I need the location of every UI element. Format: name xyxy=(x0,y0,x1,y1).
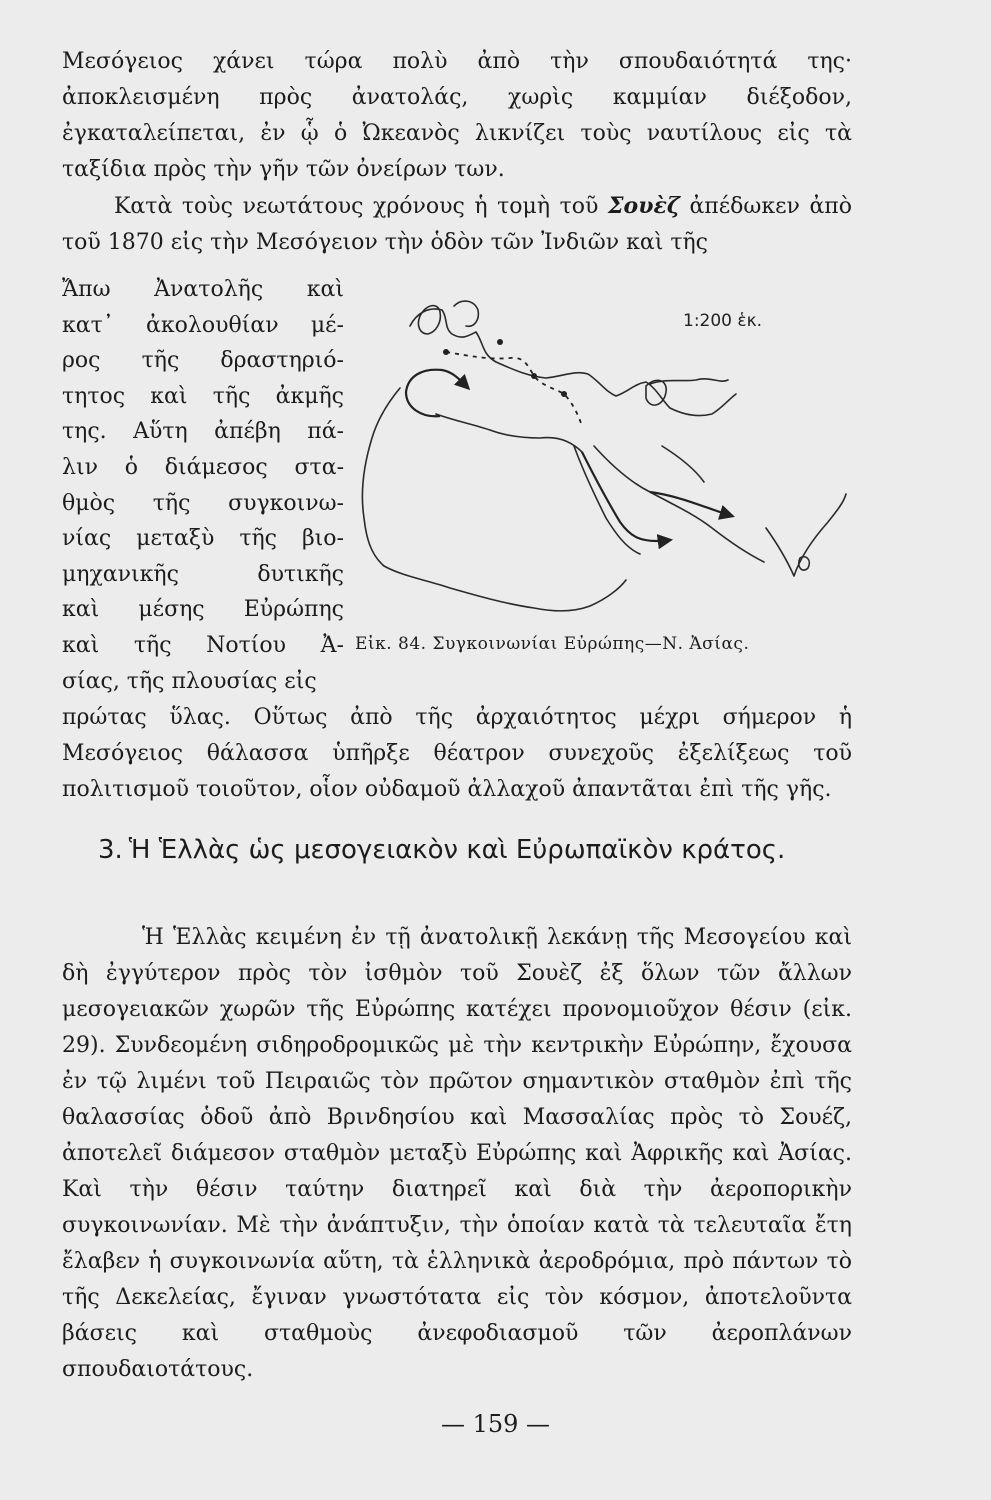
section-title: Ἡ Ἑλλὰς ὡς μεσογειακὸν καὶ Εὐρωπαϊκὸν κράτος. xyxy=(128,835,786,865)
section-heading xyxy=(62,832,852,868)
overland-dashed-route xyxy=(446,352,582,426)
wrapped-line: λιν ὁ διάμεσος στα- xyxy=(62,454,344,480)
africa-coastline xyxy=(362,388,626,611)
wrapped-line: καὶ μέσης Εὐρώπης xyxy=(62,597,344,623)
route-map-figure xyxy=(350,296,850,641)
wrapped-text-column xyxy=(62,272,344,699)
wrapped-line: κατ᾽ ἀκολουθίαν μέ- xyxy=(62,312,344,338)
wrapped-line: καὶ τῆς Νοτίου Ἀ- xyxy=(62,632,344,658)
suez-word: Σουὲζ xyxy=(607,193,680,219)
wrapped-line: Ἄπω Ἀνατολῆς καὶ xyxy=(62,277,344,302)
route-node xyxy=(561,391,567,397)
wrapped-line: ρος τῆς δραστηριό- xyxy=(62,348,344,374)
wrapped-line: νίας μεταξὺ τῆς βιο- xyxy=(62,526,344,552)
wrapped-line: της. Αὕτη ἀπέβη πά- xyxy=(62,419,344,445)
wrapped-line: μηχανικῆς δυτικῆς xyxy=(62,561,344,587)
wrapped-line: τητος καὶ τῆς ἀκμῆς xyxy=(62,383,344,409)
suez-sentence-end: ἀπέδωκεν ἀπὸ τοῦ 1870 εἰς τὴν Μεσόγειον τὴν ὁδὸν τῶν Ἰνδιῶν καὶ τῆς xyxy=(62,194,853,255)
suez-sentence-start: Κατὰ τοὺς νεωτάτους χρόνους ἡ τομὴ τοῦ xyxy=(114,194,599,219)
section-number: 3. xyxy=(98,835,123,865)
arabia-coastline xyxy=(594,446,764,562)
continuation-paragraph: πρώτας ὕλας. Οὕτως ἀπὸ τῆς ἀρχαιότητος μέχρι σήμερον ἡ Μεσόγειος θάλασσα ὑπῆρξε θέατρον συνεχοῦς ἐξελίξεως τοῦ πολιτισμοῦ τοιοῦτον, οἷον οὐδαμοῦ ἀλλαχοῦ ἀπαντᾶται ἐπὶ τῆς γῆς. xyxy=(62,705,852,802)
map-scale-label: 1:200 ἑκ. xyxy=(683,311,763,331)
route-node xyxy=(443,349,449,355)
india-route-arrow xyxy=(650,492,732,516)
intro-text: Μεσόγειος χάνει τώρα πολὺ ἀπὸ τὴν σπουδαιότητά της· ἀποκλεισμένη πρὸς ἀνατολάς, χωρὶς καμμίαν διέξοδον, ἐγκαταλείπεται, ἐν ᾧ ὁ Ὠκεανὸς λικνίζει τοὺς ναυτίλους εἰς τὰ ταξίδια πρὸς τὴν γῆν τῶν ὀνείρων των. xyxy=(62,49,852,182)
figure-caption: Εἰκ. 84. Συγκοινωνίαι Εὐρώπης—Ν. Ἀσίας. xyxy=(355,634,750,654)
wrapped-line: θμὸς τῆς συγκοινω- xyxy=(62,490,344,516)
page-number: — 159 — xyxy=(440,1410,551,1438)
route-node xyxy=(531,373,537,379)
caspian-sea-outline xyxy=(646,380,666,405)
persian-gulf-outline xyxy=(662,446,704,482)
intro-paragraph xyxy=(62,44,852,261)
scandinavia-outline xyxy=(454,301,478,326)
greece-paragraph xyxy=(62,920,852,1388)
island-outline xyxy=(799,557,810,570)
mediterranean-south-coast xyxy=(436,414,582,452)
wrapped-line: σίας, τῆς πλουσίας εἰς xyxy=(62,668,317,694)
atlantic-route-arrow xyxy=(406,370,468,417)
greece-text: Ἡ Ἑλλὰς κειμένη ἐν τῇ ἀνατολικῇ λεκάνῃ τῆς Μεσογείου καὶ δὴ ἐγγύτερον πρὸς τὸν ἰσθμὸν τοῦ Σουὲζ ἐξ ὅλων τῶν ἄλλων μεσογειακῶν χωρῶν τῆς Εὐρώπης κατέχει προνομιοῦχον θέσιν (εἰκ. 29). Συνδεομένη σιδηροδρομικῶς μὲ τὴν κεντρικὴν Εὐρώπην, ἔχουσα ἐν τῷ λιμένι τοῦ Πειραιῶς τὸν πρῶτον σημαντικὸν σταθμὸν ἐπὶ τῆς θαλασσίας ὁδοῦ ἀπὸ Βρινδησίου καὶ Μασσαλίας πρὸς τὸ Σουέζ, ἀποτελεῖ διάμεσον σταθμὸν μεταξὺ Εὐρώπης καὶ Ἀφρικῆς καὶ Ἀσίας. Καὶ τὴν θέσιν ταύτην διατηρεῖ καὶ διὰ τὴν ἀεροπορικὴν συγκοινωνίαν. Μὲ τὴν ἀνάπτυξιν, τὴν ὁποίαν κατὰ τὰ τελευταῖα ἔτη ἔλαβεν ἡ συγκοινωνία αὕτη, τὰ ἑλληνικὰ ἀεροδρόμια, πρὸ πάντων τὸ τῆς Δεκελείας, ἔγιναν γνωστότατα εἰς τὸν κόσμον, ἀποτελοῦντα βάσεις καὶ σταθμοὺς ἀνεφοδιασμοῦ τῶν ἀεροπλάνων σπουδαιοτάτους. xyxy=(62,925,852,1382)
route-node xyxy=(497,339,503,345)
india-coastline xyxy=(766,494,846,576)
